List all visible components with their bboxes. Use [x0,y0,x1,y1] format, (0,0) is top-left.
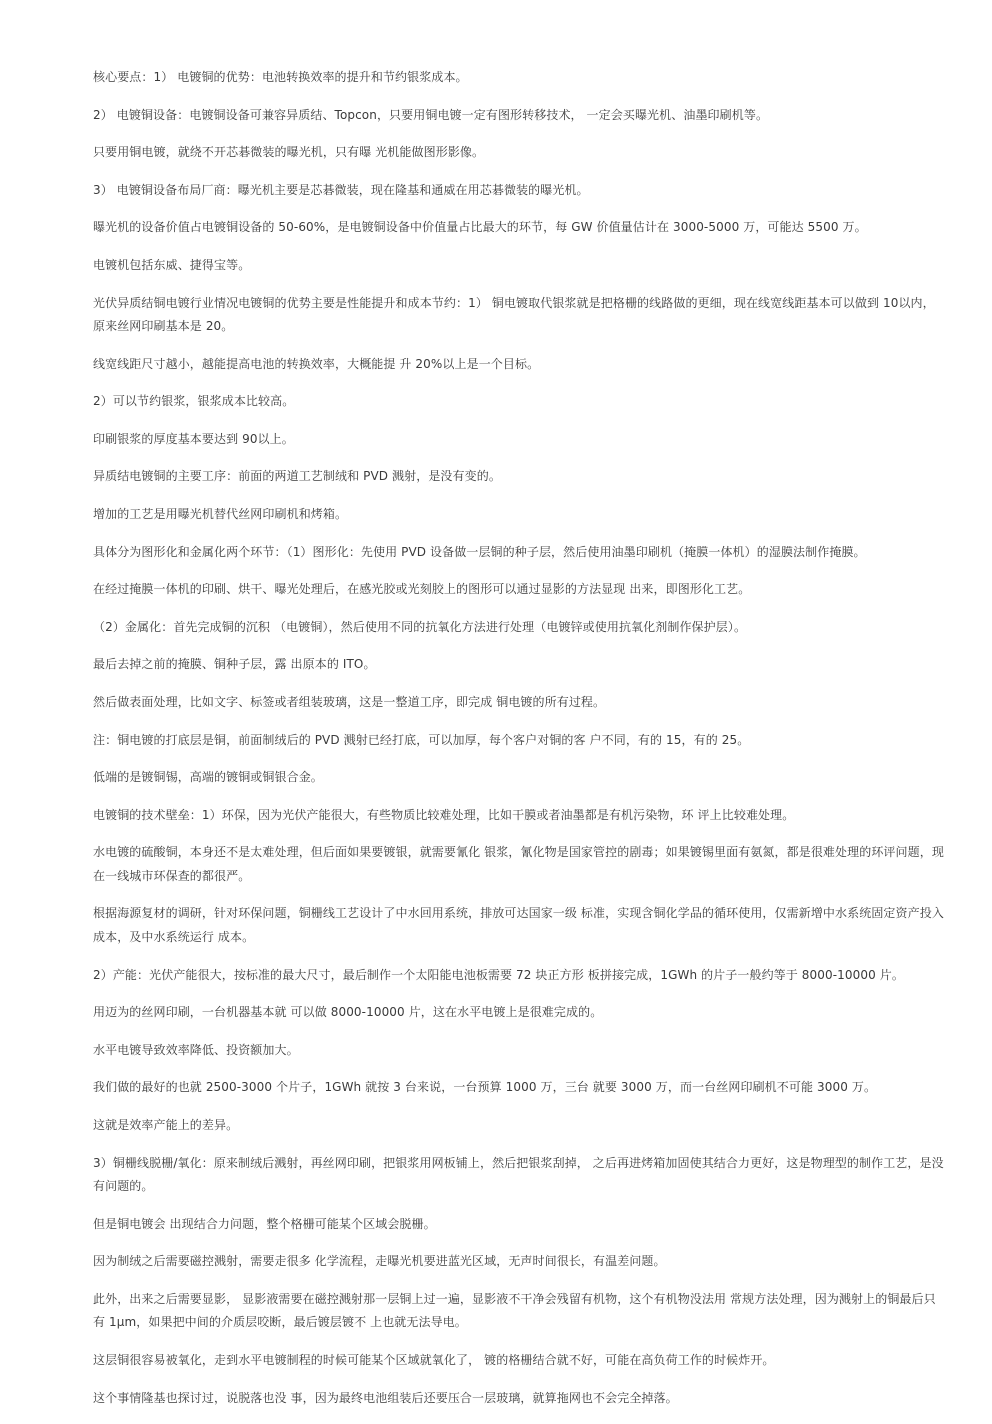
paragraph: 2）产能：光伏产能很大，按标准的最大尺寸，最后制作一个太阳能电池板需要 72 块正方形 板拼接完成，1GWh 的片子一般约等于 8000-10000 片。 [93,967,904,982]
paragraph: 2）可以节约银浆，银浆成本比较高。 [93,394,295,409]
paragraph: 具体分为图形化和金属化两个环节：（1）图形化：先使用 PVD 设备做一层铜的种子层，然后使用油墨印刷机（掩膜一体机）的湿膜法制作掩膜。 [93,544,866,559]
paragraph: 这个事情隆基也探讨过，说脱落也没 事，因为最终电池组装后还要压合一层玻璃，就算拖网也不会完全掉落。 [93,1390,678,1405]
paragraph: 在经过掩膜一体机的印刷、烘干、曝光处理后，在感光胶或光刻胶上的图形可以通过显影的方法显现 出来，即图形化工艺。 [93,582,751,597]
paragraph: 注：铜电镀的打底层是铜，前面制绒后的 PVD 溅射已经打底，可以加厚，每个客户对铜的客 户不同，有的 15，有的 25。 [93,732,750,747]
paragraph: 电镀机包括东威、捷得宝等。 [93,257,251,272]
paragraph: 但是铜电镀会 出现结合力问题，整个格栅可能某个区域会脱栅。 [93,1216,436,1231]
paragraph: 增加的工艺是用曝光机替代丝网印刷机和烤箱。 [93,507,348,522]
paragraph: 这就是效率产能上的差异。 [93,1117,239,1132]
paragraph: 线宽线距尺寸越小，越能提高电池的转换效率，大概能提 升 20%以上是一个目标。 [93,356,540,371]
paragraph: 核心要点：1） 电镀铜的优势：电池转换效率的提升和节约银浆成本。 [93,70,468,84]
paragraph: 根据海源复材的调研，针对环保问题，铜栅线工艺设计了中水回用系统，排放可达国家一级 标准，实现含铜化学品的循环使用，仅需新增中水系统固定资产投入成本，及中水系统运行 成本。 [93,906,944,944]
paragraph: 水平电镀导致效率降低、投资额加大。 [93,1042,299,1057]
paragraph: 最后去掉之前的掩膜、铜种子层，露 出原本的 ITO。 [93,657,376,672]
paragraph: 然后做表面处理，比如文字、标签或者组装玻璃，这是一整道工序，即完成 铜电镀的所有过程。 [93,695,606,709]
paragraph: 3）铜栅线脱栅/氧化：原来制绒后溅射，再丝网印刷，把银浆用网板铺上，然后把银浆刮掉， 之后再进烤箱加固使其结合力更好，这是物理型的制作工艺，是没有问题的。 [93,1155,944,1194]
paragraph: 2） 电镀铜设备：电镀铜设备可兼容异质结、Topcon，只要用铜电镀一定有图形转移技术， 一定会买曝光机、油墨印刷机等。 [93,107,769,122]
paragraph: （2）金属化：首先完成铜的沉积 （电镀铜），然后使用不同的抗氧化方法进行处理（电镀锌或使用抗氧化剂制作保护层）。 [93,619,747,634]
paragraph: 只要用铜电镀，就绕不开芯碁微装的曝光机，只有曝 光机能做图形影像。 [93,145,485,160]
paragraph: 电镀铜的技术壁垒：1）环保，因为光伏产能很大，有些物质比较难处理，比如干膜或者油墨都是有机污染物，环 评上比较难处理。 [93,807,795,822]
paragraph: 因为制绒之后需要磁控溅射，需要走很多 化学流程，走曝光机要进蓝光区域，无声时间很长，有温差问题。 [93,1254,666,1269]
paragraph: 用迈为的丝网印刷，一台机器基本就 可以做 8000-10000 片，这在水平电镀上是很难完成的。 [93,1005,603,1020]
paragraph: 此外，出来之后需要显影， 显影液需要在磁控溅射那一层铜上过一遍，显影液不干净会残留有机物，这个有机物没法用 常规方法处理，因为溅射上的铜最后只有 1μm，如果把中间的介质层咬断，最后镀层镀不 上也就无法导电。 [93,1291,936,1330]
paragraph: 曝光机的设备价值占电镀铜设备的 50-60%，是电镀铜设备中价值量占比最大的环节，每 GW 价值量估计在 3000-5000 万，可能达 5500 万。 [93,220,867,235]
paragraph: 印刷银浆的厚度基本要达到 90以上。 [93,431,294,446]
paragraph: 3） 电镀铜设备布局厂商：曝光机主要是芯碁微装，现在隆基和通威在用芯碁微装的曝光机。 [93,182,589,197]
paragraph: 低端的是镀铜锡，高端的镀铜或铜银合金。 [93,770,323,785]
paragraph: 这层铜很容易被氧化，走到水平电镀制程的时候可能某个区域就氧化了， 镀的格栅结合就不好，可能在高负荷工作的时候炸开。 [93,1352,775,1367]
paragraph: 光伏异质结铜电镀行业情况电镀铜的优势主要是性能提升和成本节约：1） 铜电镀取代银浆就是把格栅的线路做的更细，现在线宽线距基本可以做到 10以内， 原来丝网印刷基本是 20。 [93,295,935,334]
document-body [93,66,945,1424]
paragraph: 异质结电镀铜的主要工序：前面的两道工艺制绒和 PVD 溅射，是没有变的。 [93,469,501,484]
paragraph: 水电镀的硫酸铜，本身还不是太难处理，但后面如果要镀银，就需要氰化 银浆，氰化物是国家管控的剧毒；如果镀锡里面有氨氮，都是很难处理的环评问题，现在一线城市环保查的都很严。 [93,845,944,883]
paragraph: 我们做的最好的也就 2500-3000 个片子，1GWh 就按 3 台来说，一台预算 1000 万，三台 就要 3000 万，而一台丝网印刷机不可能 3000 万。 [93,1080,877,1095]
